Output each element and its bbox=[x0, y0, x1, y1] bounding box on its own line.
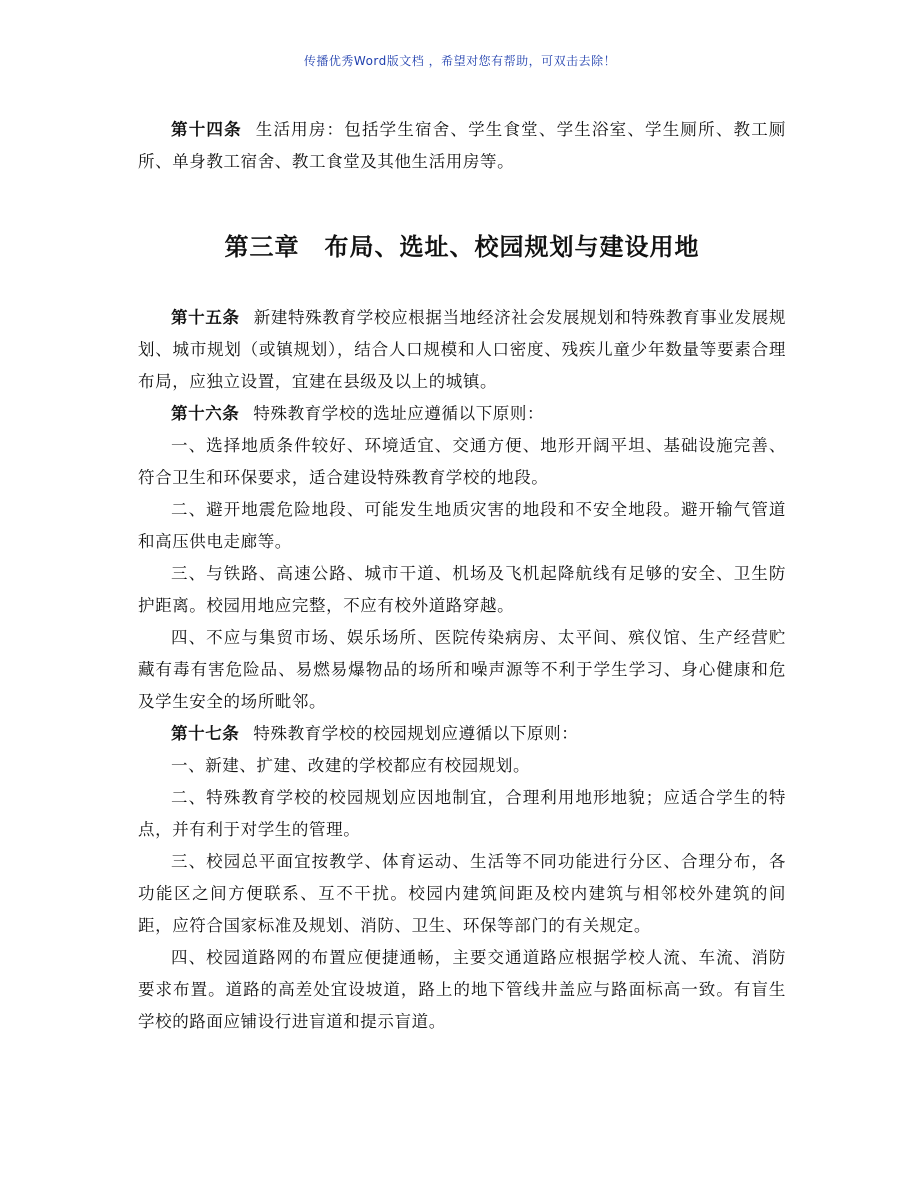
chapter-title: 第三章 布局、选址、校园规划与建设用地 bbox=[224, 233, 700, 261]
list-item: 四、校园道路网的布置应便捷通畅，主要交通道路应根据学校人流、车流、消防要求布置。道路的高差处宜设坡道，路上的地下管线井盖应与路面标高一致。有盲生学校的路面应铺设行进盲道和提示盲道。 bbox=[138, 948, 786, 1031]
document-body bbox=[138, 114, 786, 1038]
article-14 bbox=[138, 114, 786, 178]
list-item: 二、特殊教育学校的校园规划应因地制宜，合理利用地形地貌；应适合学生的特点，并有利于对学生的管理。 bbox=[138, 788, 786, 839]
list-item: 三、与铁路、高速公路、城市干道、机场及飞机起降航线有足够的安全、卫生防护距离。校园用地应完整，不应有校外道路穿越。 bbox=[138, 564, 786, 615]
article-text: 新建特殊教育学校应根据当地经济社会发展规划和特殊教育事业发展规划、城市规划（或镇规划），结合人口规模和人口密度、残疾儿童少年数量等要素合理布局，应独立设置，宜建在县级及以上的城镇。 bbox=[138, 308, 786, 391]
article-15 bbox=[138, 302, 786, 398]
article-text: 生活用房：包括学生宿舍、学生食堂、学生浴室、学生厕所、教工厕所、单身教工宿舍、教工食堂及其他生活用房等。 bbox=[138, 120, 786, 171]
article-17 bbox=[138, 718, 786, 750]
list-item: 一、新建、扩建、改建的学校都应有校园规划。 bbox=[171, 756, 531, 775]
article-number: 第十五条 bbox=[171, 308, 240, 327]
article-number: 第十六条 bbox=[171, 404, 240, 423]
article-number: 第十七条 bbox=[171, 724, 240, 743]
header-note: 传播优秀Word版文档 ，希望对您有帮助，可双击去除！ bbox=[303, 54, 617, 68]
article-number: 第十四条 bbox=[171, 120, 242, 139]
list-item: 二、避开地震危险地段、可能发生地质灾害的地段和不安全地段。避开输气管道和高压供电走廊等。 bbox=[138, 500, 786, 551]
article-text: 特殊教育学校的校园规划应遵循以下原则： bbox=[253, 724, 579, 743]
article-text: 特殊教育学校的选址应遵循以下原则： bbox=[253, 404, 545, 423]
list-item: 三、校园总平面宜按教学、体育运动、生活等不同功能进行分区、合理分布，各功能区之间方便联系、互不干扰。校园内建筑间距及校内建筑与相邻校外建筑的间距，应符合国家标准及规划、消防、卫生、环保等部门的有关规定。 bbox=[138, 852, 786, 935]
article-16 bbox=[138, 398, 786, 430]
list-item: 四、不应与集贸市场、娱乐场所、医院传染病房、太平间、殡仪馆、生产经营贮藏有毒有害危险品、易燃易爆物品的场所和噪声源等不利于学生学习、身心健康和危及学生安全的场所毗邻。 bbox=[138, 628, 786, 711]
list-item: 一、选择地质条件较好、环境适宜、交通方便、地形开阔平坦、基础设施完善、符合卫生和环保要求，适合建设特殊教育学校的地段。 bbox=[138, 436, 786, 487]
